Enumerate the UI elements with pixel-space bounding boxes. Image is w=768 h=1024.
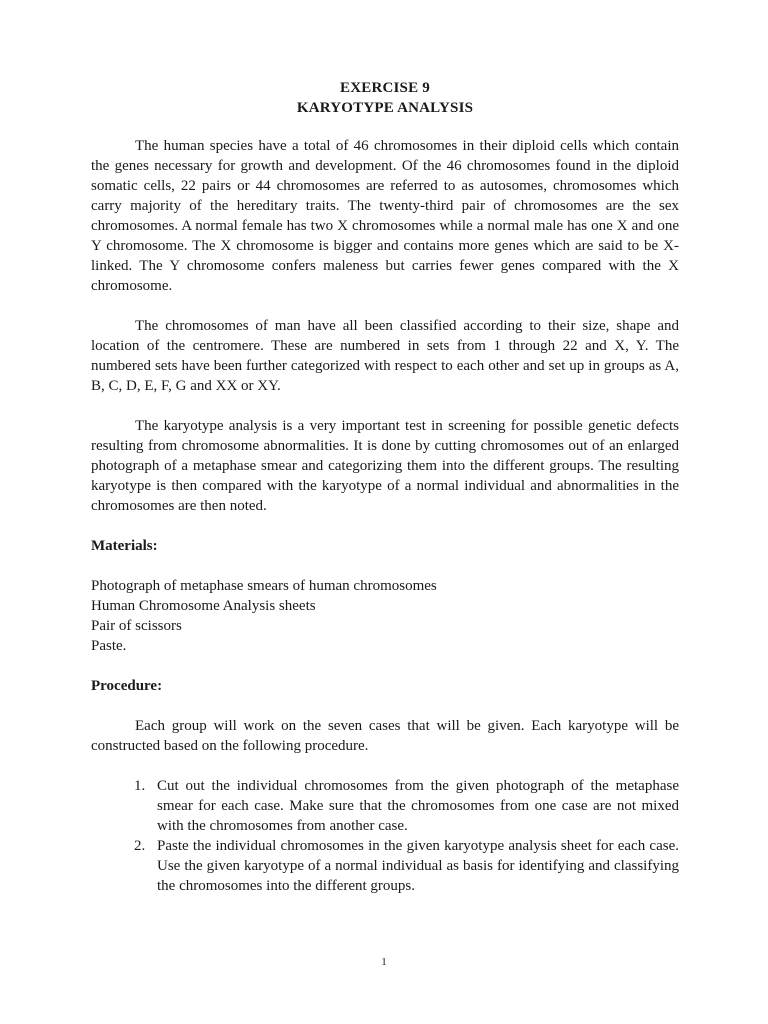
materials-item: Pair of scissors xyxy=(91,618,182,634)
materials-heading: Materials: xyxy=(91,538,158,554)
materials-list xyxy=(91,576,679,656)
materials-item: Photograph of metaphase smears of human chromosomes xyxy=(91,578,437,594)
procedure-heading: Procedure: xyxy=(91,678,163,694)
materials-item: Paste. xyxy=(91,638,127,654)
intro-paragraph-karyotype: The karyotype analysis is a very important test in screening for possible genetic defects resulting from chromosome abnormalities. It is done by cutting chromosomes out of an enlarged photograph of a metaphase smear and categorizing them into the different groups. The resulting karyotype is then compared with the karyotype of a normal individual and abnormalities in the chromosomes are then noted. xyxy=(91,418,679,514)
procedure-step-text: Paste the individual chromosomes in the given karyotype analysis sheet for each case. Use the given karyotype of a normal individual as basis for identifying and classifying the chromosomes into the different groups. xyxy=(157,838,679,894)
page-number: 1 xyxy=(381,956,387,968)
procedure-step-text: Cut out the individual chromosomes from the given photograph of the metaphase smear for each case. Make sure that the chromosomes from one case are not mixed with the chromosomes from another case. xyxy=(157,778,679,834)
procedure-step-number: 2. xyxy=(134,838,146,854)
procedure-intro: Each group will work on the seven cases that will be given. Each karyotype will be constructed based on the following procedure. xyxy=(91,718,679,754)
exercise-number-title: EXERCISE 9 xyxy=(340,80,430,96)
materials-item: Human Chromosome Analysis sheets xyxy=(91,598,316,614)
document-page xyxy=(91,78,679,896)
exercise-title: KARYOTYPE ANALYSIS xyxy=(296,100,474,116)
procedure-step-number: 1. xyxy=(134,778,146,794)
procedure-step xyxy=(91,776,679,836)
intro-paragraph-chromosomes: The human species have a total of 46 chromosomes in their diploid cells which contain the genes necessary for growth and development. Of the 46 chromosomes found in the diploid somatic cells, 22 pairs or 44 chromosomes are referred to as autosomes, chromosomes which carry majority of the hereditary traits. The twenty-third pair of chromosomes are the sex chromosomes. A normal female has two X chromosomes while a normal male has one X and one Y chromosome. The X chromosome is bigger and contains more genes which are said to be X-linked. The Y chromosome confers maleness but carries fewer genes compared with the X chromosome. xyxy=(91,138,679,294)
title-block xyxy=(91,78,679,118)
procedure-step xyxy=(91,836,679,896)
intro-paragraph-classification: The chromosomes of man have all been classified according to their size, shape and location of the centromere. These are numbered in sets from 1 through 22 and X, Y. The numbered sets have been further categorized with respect to each other and set up in groups as A, B, C, D, E, F, G and XX or XY. xyxy=(91,318,679,394)
procedure-steps xyxy=(91,776,679,896)
